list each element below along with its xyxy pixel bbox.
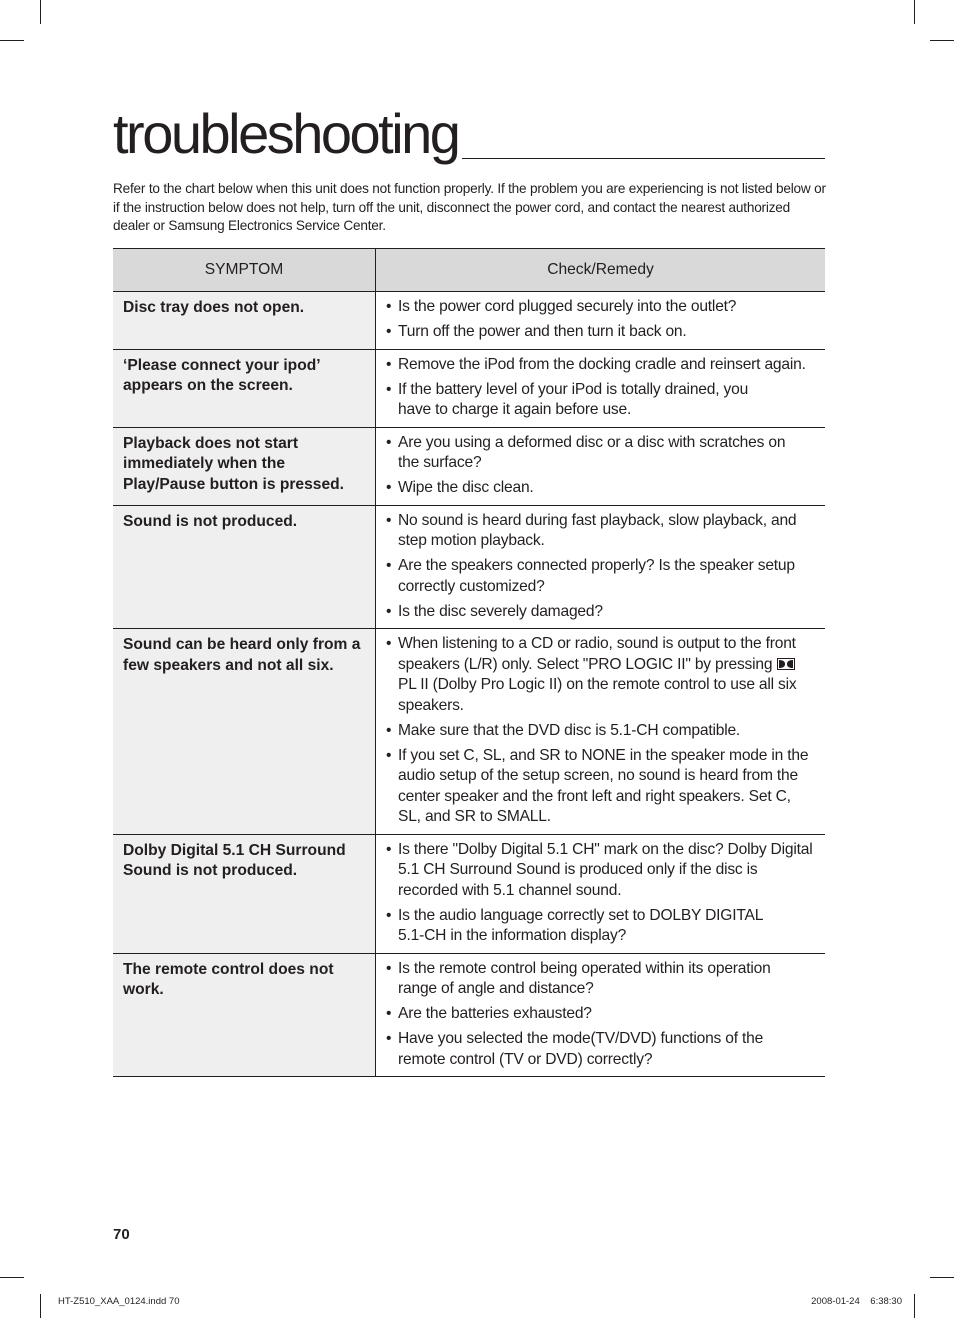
remedy-item: • Is the remote control being operated within its operation range of angle and distance? [386,959,771,997]
remedy-cell [376,834,826,953]
remedy-cell [376,349,826,427]
table-row [113,629,825,835]
footer-timestamp: 2008-01-24 6:38:30 [811,1296,902,1307]
crop-mark [914,1294,915,1318]
remedy-cell [376,292,826,350]
page-number: 70 [113,1226,130,1243]
symptom-cell: Disc tray does not open. [113,292,376,350]
symptom-cell: Sound can be heard only from a few speakers and not all six. [113,629,376,835]
remedy-item: • Make sure that the DVD disc is 5.1-CH compatible. [386,721,741,739]
crop-mark [930,1277,954,1278]
remedy-item: • If you set C, SL, and SR to NONE in the speaker mode in the audio setup of the setup screen, no sound is heard from the center speaker and the front left and right speakers. Set C, SL, and SR to SMALL. [386,746,809,825]
header-remedy: Check/Remedy [376,249,826,292]
remedy-item: • Is there "Dolby Digital 5.1 CH" mark on the disc? Dolby Digital 5.1 CH Surround Sound is produced only if the disc is recorded with 5.1 channel sound. [386,840,813,899]
symptom-cell: Playback does not start immediately when the Play/Pause button is pressed. [113,427,376,505]
table-header-row [113,249,825,292]
remedy-cell [376,629,826,835]
table-row [113,505,825,629]
symptom-cell: ‘Please connect your ipod’ appears on the screen. [113,349,376,427]
table-row [113,292,825,350]
remedy-cell [376,427,826,505]
header-symptom: SYMPTOM [113,249,376,292]
crop-mark [40,0,41,24]
table-row [113,349,825,427]
crop-mark [0,1277,24,1278]
remedy-item: • Are you using a deformed disc or a disc with scratches on the surface? [386,433,786,471]
remedy-cell [376,505,826,629]
remedy-item: • Are the batteries exhausted? [386,1005,592,1022]
remedy-item: • If the battery level of your iPod is totally drained, you have to charge it again before use. [386,380,749,418]
dolby-double-d-icon [777,658,795,670]
crop-mark [930,40,954,41]
crop-mark [0,40,24,41]
remedy-item: • Wipe the disc clean. [386,479,534,496]
remedy-item: • When listening to a CD or radio, sound is output to the front speakers (L/R) only. Select "PRO LOGIC II" by pressing PL II (Dolby Pro Logic II) on the remote control to use all six speakers. [386,635,797,714]
crop-mark [914,0,915,24]
footer-file-label: HT-Z510_XAA_0124.indd 70 [58,1296,180,1307]
troubleshooting-table [113,248,825,1077]
symptom-cell: Sound is not produced. [113,505,376,629]
page-title: troubleshooting [113,104,462,164]
remedy-item: • No sound is heard during fast playback, slow playback, and step motion playback. [386,511,797,549]
remedy-item: • Are the speakers connected properly? Is the speaker setup correctly customized? [386,557,795,595]
symptom-cell: The remote control does not work. [113,953,376,1077]
remedy-item: • Remove the iPod from the docking cradle and reinsert again. [386,355,806,373]
title-block [113,100,825,165]
remedy-item: • Is the disc severely damaged? [386,602,603,620]
intro-paragraph: Refer to the chart below when this unit does not function properly. If the problem you are experiencing is not listed below or if the instruction below does not help, turn off the unit, disconnect the power cord, and contact the nearest authorized dealer or Samsung Electronics Service Center. [113,181,826,233]
table-row [113,834,825,953]
remedy-item: • Is the power cord plugged securely into the outlet? [386,298,737,315]
remedy-item: • Is the audio language correctly set to DOLBY DIGITAL 5.1-CH in the information display? [386,906,763,944]
table-row [113,953,825,1077]
remedy-item: • Have you selected the mode(TV/DVD) functions of the remote control (TV or DVD) correctly? [386,1030,764,1068]
table-row [113,427,825,505]
symptom-cell: Dolby Digital 5.1 CH Surround Sound is not produced. [113,834,376,953]
crop-mark [40,1294,41,1318]
remedy-item: • Turn off the power and then turn it back on. [386,323,687,340]
remedy-cell [376,953,826,1077]
